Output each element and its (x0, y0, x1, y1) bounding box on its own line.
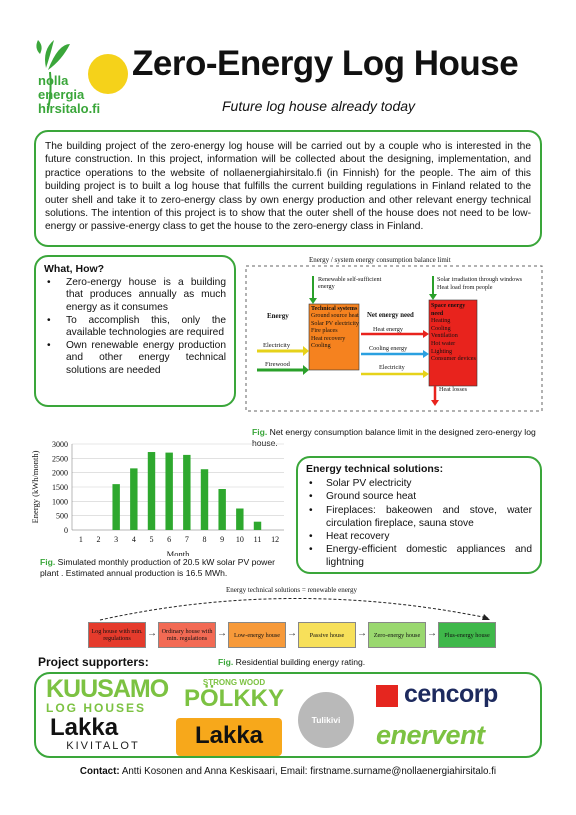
intro-text: The building project of the zero-energy log house will be carried out by a couple who is interested in the future construction. In this project, information will be collected about the designing, implementation, and practice operations to the website of nollaenergiahirsitalo.fi (in Finnish) for the people. The aim of this building project is to built a log house that fulfills the current building regulations in Finland related to the outer shell and take it to zero-energy class by own energy production and other relevant energy technical solutions. The intention of this project is to show that the outer shell of the house does not need to be low-energy or passive-energy class to get the house to the zero-energy class in Finland. (45, 141, 531, 233)
list-item: • Solar PV electricity (306, 477, 532, 490)
arrow-right-icon: → (427, 628, 437, 639)
y-tick-label: 1000 (52, 497, 68, 507)
x-tick-label: 1 (78, 535, 83, 544)
x-tick-label: 4 (131, 535, 136, 544)
cencorp-square-icon (376, 685, 398, 707)
arrow-right-icon: → (357, 628, 367, 639)
solar-label: Solar irradiation through windows (437, 276, 523, 283)
list-item: • Own renewable energy production and other energy technical solutions are needed (44, 340, 226, 377)
lakka-kivitalot-logo (50, 716, 156, 752)
project-logo (28, 30, 132, 130)
rating-class-box: Log house with min. regulations (88, 622, 146, 648)
caption-fig: Fig. (252, 427, 268, 437)
rating-class-box: Ordinary house with min. regulations (158, 622, 216, 648)
net-need-label: Net energy need (367, 312, 414, 319)
enervent-logo (376, 720, 536, 751)
kivitalot-text: KIVITALOT (66, 740, 140, 752)
y-tick-label: 1500 (52, 483, 68, 492)
x-tick-label: 5 (149, 535, 154, 544)
logo-line-1: nolla (38, 73, 69, 88)
heat-people-label: Heat load from people (437, 284, 493, 291)
renewable-label: Renewable self-sufficient energy (318, 276, 382, 290)
logo-line-2: energia (38, 87, 85, 102)
x-tick-label: 3 (114, 535, 119, 544)
cooling-energy-label: Cooling energy (369, 345, 408, 352)
bar (130, 468, 137, 530)
chart-caption-text: Simulated monthly production of 20.5 kW solar PV power plant . Estimated annual production is 16.5 MWh. (40, 557, 276, 578)
energy-rating-diagram (80, 582, 510, 652)
polkky-name: PÖLKKY (183, 685, 284, 712)
list-item: • Fireplaces: bakeowen and stove, water circulation fireplace, sauna stove (306, 504, 532, 530)
y-tick-label: 500 (56, 511, 68, 521)
lakka-logo (176, 718, 282, 756)
bar (148, 452, 155, 530)
solutions-list (306, 477, 532, 569)
x-tick-label: 11 (253, 535, 262, 544)
chart-caption-fig: Fig. (40, 557, 56, 567)
tech-systems-box (311, 306, 359, 350)
space-item: Lighting (431, 348, 452, 355)
tech-item: Solar PV electricity (311, 320, 359, 327)
caption-text: Net energy consumption balance limit in the designed zero-energy log house. (252, 427, 536, 448)
tech-systems-title: Technical systems (311, 306, 358, 312)
rating-caption-fig: Fig. (218, 657, 234, 667)
space-item: Consumer devices (431, 356, 476, 363)
tulikivi-name: Tulikivi (311, 715, 341, 725)
y-tick-label: 0 (64, 526, 68, 535)
space-item: Ventilation (431, 333, 458, 340)
solar-production-chart (30, 436, 292, 556)
rating-class-box: Passive house (298, 622, 356, 648)
list-item: • To accomplish this, only the available technologies are required (44, 315, 226, 339)
logo-line-3: hirsitalo.fi (38, 101, 101, 116)
x-tick-label: 8 (202, 535, 207, 544)
tech-item: Ground source heat (311, 313, 359, 320)
x-tick-label: 12 (271, 535, 280, 544)
lakka-kivitalot-name: Lakka (50, 714, 119, 741)
enervent-name: enervent (376, 720, 485, 750)
strongwood-text: STRONG WOOD (202, 678, 266, 687)
energy-label: Energy (267, 312, 289, 320)
supporters-box (34, 672, 542, 758)
arrow-right-icon: → (147, 628, 157, 639)
x-tick-label: 10 (235, 535, 244, 544)
diagram-title: Energy / system energy consumption balance limit (309, 256, 451, 264)
rating-caption-text: Residential building energy rating. (235, 657, 366, 667)
heat-energy-label: Heat energy (373, 326, 403, 333)
supporters-heading: Project supporters: (38, 655, 149, 669)
tulikivi-logo (298, 692, 354, 748)
contact-label: Contact: (79, 766, 120, 777)
bar (254, 522, 261, 530)
solutions-heading: Energy technical solutions: (306, 463, 444, 475)
x-tick-label: 6 (167, 535, 172, 544)
electricity-mid-label: Electricity (379, 364, 405, 371)
space-need-title: Space energy need (431, 303, 466, 317)
chart-caption (40, 557, 290, 578)
balance-caption (252, 427, 542, 448)
space-item: Cooling (431, 325, 451, 332)
arrow-right-icon: → (287, 628, 297, 639)
space-need-box (431, 303, 477, 364)
bar (201, 469, 208, 530)
cencorp-logo (376, 682, 532, 710)
y-tick-label: 2500 (52, 454, 68, 464)
list-item: • Energy-efficient domestic appliances and lightning (306, 543, 532, 569)
tech-item: Heat recovery (311, 335, 346, 342)
tech-item: Fire places (311, 328, 338, 335)
contact-text: Antti Kosonen and Anna Keskisaari, Email: firstname.surname@nollaenergiahirsitalo.fi (121, 766, 497, 777)
rating-row (88, 622, 508, 650)
space-item: Heating (431, 318, 451, 325)
intro-box (34, 130, 542, 247)
polkky-logo (178, 678, 290, 711)
y-tick-label: 3000 (52, 440, 68, 449)
kuusamo-logo (46, 675, 169, 715)
rating-class-box: Zero-energy house (368, 622, 426, 648)
what-how-box (34, 255, 236, 407)
list-item: • Ground source heat (306, 490, 532, 503)
kuusamo-sub: LOG HOUSES (46, 701, 147, 715)
page-subtitle: Future log house already today (222, 98, 416, 114)
x-tick-label: 9 (220, 535, 225, 544)
lakka-name: Lakka (194, 722, 264, 749)
what-how-heading: What, How? (44, 263, 105, 275)
rating-caption (218, 657, 365, 668)
chart-svg (30, 436, 292, 556)
rating-class-box: Plus-energy house (438, 622, 496, 648)
rating-class-box: Low-energy house (228, 622, 286, 648)
firewood-label: Firewood (265, 361, 290, 368)
bar (236, 509, 243, 531)
balance-diagram (245, 256, 545, 424)
x-tick-label: 2 (96, 535, 101, 544)
heat-losses-label: Heat losses (439, 386, 468, 393)
x-tick-label: 7 (184, 535, 189, 544)
bar (112, 484, 119, 530)
electricity-in-label: Electricity (263, 342, 291, 349)
what-how-list (44, 277, 226, 377)
arrow-right-icon: → (217, 628, 227, 639)
y-tick-label: 2000 (52, 468, 68, 478)
x-axis-label: Month (166, 549, 190, 556)
list-item: • Zero-energy house is a building that produces annually as much energy as it consumes (44, 277, 226, 314)
bar (183, 455, 190, 530)
rating-top-label: Energy technical solutions = renewable energy (226, 586, 358, 594)
list-item: • Heat recovery (306, 530, 532, 543)
y-axis-label: Energy (kWh/month) (30, 450, 40, 524)
kuusamo-name: KUUSAMO (46, 675, 169, 703)
contact-line (0, 766, 576, 777)
bar (218, 489, 225, 530)
tech-item: Cooling (311, 343, 331, 350)
solutions-box (296, 456, 542, 574)
bar (165, 453, 172, 530)
space-item: Hot water (431, 340, 456, 347)
page-title: Zero-Energy Log House (132, 44, 519, 83)
cencorp-name: cencorp (404, 680, 498, 708)
